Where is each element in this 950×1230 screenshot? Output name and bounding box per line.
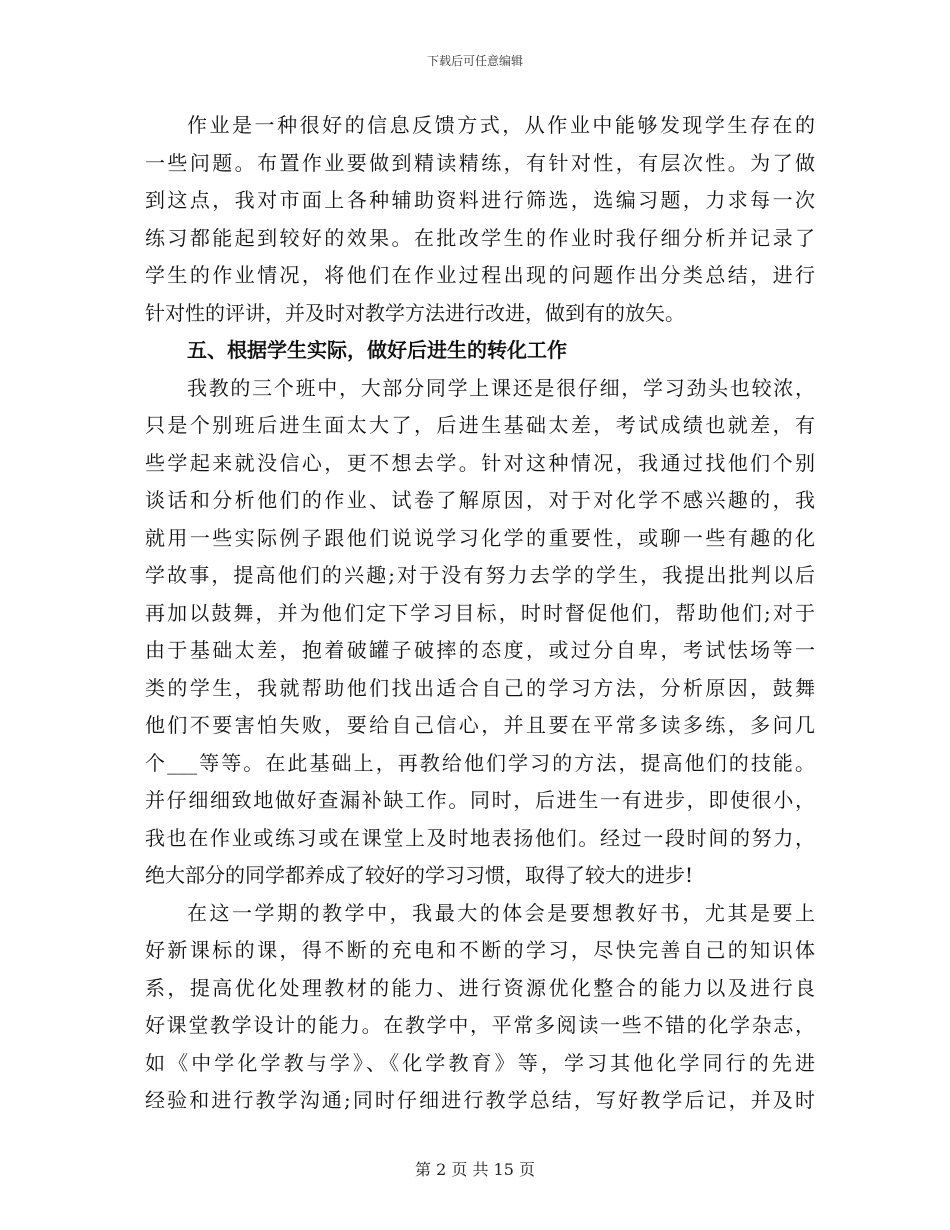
- text-line: 学生的作业情况，将他们在作业过程出现的问题作出分类总结，进行: [145, 263, 815, 287]
- text-line: 如《中学化学教与学》、《化学教育》等，学习其他化学同行的先进: [145, 1050, 815, 1075]
- text-line: 只是个别班后进生面太大了，后进生基础太差，考试成绩也就差，有: [145, 413, 815, 437]
- text-line: 就用一些实际例子跟他们说说学习化学的重要性，或聊一些有趣的化: [145, 525, 815, 550]
- text-line: 学故事，提高他们的兴趣;对于没有努力去学的学生，我提出批判以后: [145, 563, 815, 587]
- section-heading: 五、根据学生实际，做好后进生的转化工作: [187, 338, 567, 362]
- text-line: 谈话和分析他们的作业、试卷了解原因，对于对化学不感兴趣的，我: [145, 488, 815, 512]
- text-line: 系，提高优化处理教材的能力、进行资源优化整合的能力以及进行良: [145, 975, 815, 1000]
- text-line: 我教的三个班中，大部分同学上课还是很仔细，学习劲头也较浓，: [187, 375, 815, 400]
- text-line: 他们不要害怕失败，要给自己信心，并且要在平常多读多练，多问几: [145, 713, 815, 737]
- text-line: 针对性的评讲，并及时对教学方法进行改进，做到有的放矢。: [145, 300, 685, 325]
- document-body: [145, 107, 815, 1120]
- page-header: 下载后可任意编辑: [426, 54, 523, 68]
- text-line: 作业是一种很好的信息反馈方式，从作业中能够发现学生存在的: [187, 113, 815, 137]
- text-line: 绝大部分的同学都养成了较好的学习习惯，取得了较大的进步!: [145, 863, 694, 887]
- text-line: 好课堂教学设计的能力。在教学中，平常多阅读一些不错的化学杂志，: [145, 1013, 815, 1037]
- text-line: 练习都能起到较好的效果。在批改学生的作业时我仔细分析并记录了: [145, 225, 815, 250]
- text-line: 在这一学期的教学中，我最大的体会是要想教好书，尤其是要上: [187, 900, 815, 925]
- text-line: 好新课标的课，得不断的充电和不断的学习，尽快完善自己的知识体: [145, 938, 815, 962]
- text-line: 到这点，我对市面上各种辅助资料进行筛选，选编习题，力求每一次: [145, 188, 815, 212]
- text-line: 些学起来就没信心，更不想去学。针对这种情况，我通过找他们个别: [145, 450, 815, 475]
- text-line: 并仔细细致地做好查漏补缺工作。同时，后进生一有进步，即使很小，: [145, 788, 815, 812]
- page-footer: 第 2 页 共 15 页: [415, 1160, 535, 1179]
- text-line: 经验和进行教学沟通;同时仔细进行教学总结，写好教学后记，并及时: [145, 1088, 815, 1112]
- text-line: 类的学生，我就帮助他们找出适合自己的学习方法，分析原因，鼓舞: [145, 675, 815, 700]
- text-line: 由于基础太差，抱着破罐子破摔的态度，或过分自卑，考试怯场等一: [145, 638, 815, 662]
- text-line: 我也在作业或练习或在课堂上及时地表扬他们。经过一段时间的努力，: [145, 825, 815, 850]
- text-line: 个___等等。在此基础上，再教给他们学习的方法，提高他们的技能。: [145, 750, 815, 775]
- text-line: 再加以鼓舞，并为他们定下学习目标，时时督促他们，帮助他们;对于: [145, 600, 815, 625]
- text-line: 一些问题。布置作业要做到精读精练，有针对性，有层次性。为了做: [145, 150, 815, 175]
